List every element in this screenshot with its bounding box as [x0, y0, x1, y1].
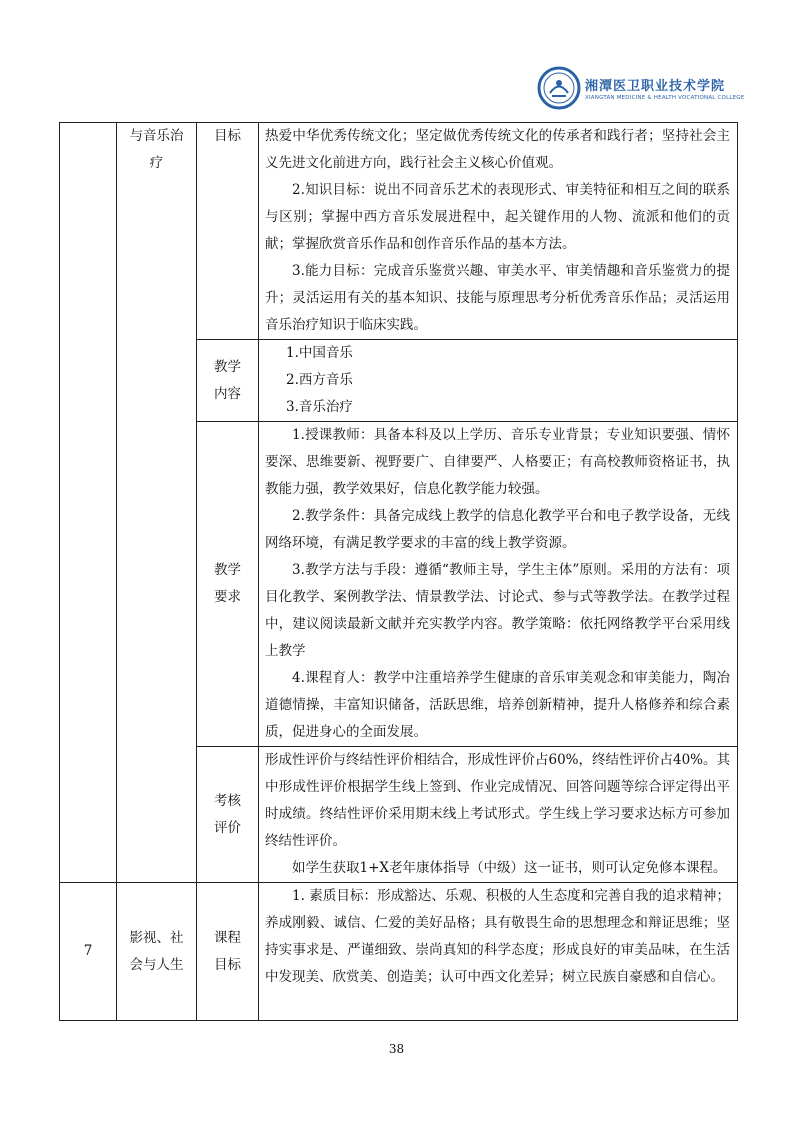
requirement-paragraph-1: 1.授课教师：具备本科及以上学历、音乐专业背景；专业知识要强、情怀要深、思维要新、视野要广、自律要严、人格要正；有高校教师资格证书，执教能力强，教学效果好，信息化教学能力较强。 — [265, 427, 730, 497]
content-label: 教学内容 — [214, 358, 241, 402]
college-logo — [537, 66, 745, 112]
goal-label: 目标 — [214, 128, 241, 144]
film-goal-paragraph: 1. 素质目标：形成豁达、乐观、积极的人生态度和完善自我的追求精神；养成刚毅、诚信、仁爱的美好品格；具有敬畏生命的思想理念和辩证思维；坚持实事求是、严谨细致、崇尚真知的科学态度；形成良好的审美品味，在生活中发现美、欣赏美、创造美；认可中西文化差异；树立民族自豪感和自信心。 — [265, 888, 730, 985]
number-cell-empty — [60, 123, 117, 883]
logo-name: 湘潭医卫职业技术学院 — [585, 79, 726, 94]
label-cell — [197, 747, 259, 883]
label-cell — [197, 422, 259, 747]
goal-line-2: 2.知识目标：说出不同音乐艺术的表现形式、审美特征和相互之间的联系与区别；掌握中西方音乐发展进程中，起关键作用的人物、流派和他们的贡献；掌握欣赏音乐作品和创作音乐作品的基本方法。 — [265, 182, 730, 252]
course-name-cell — [117, 123, 197, 883]
evaluation-label: 考核评价 — [214, 792, 241, 836]
goal-label: 课程目标 — [214, 929, 241, 973]
row-number: 7 — [83, 943, 93, 959]
table-row — [60, 123, 738, 340]
evaluation-paragraph-2: 如学生获取1+X老年康体指导（中级）这一证书，则可认定免修本课程。 — [292, 860, 727, 876]
requirement-paragraph-2: 2.教学条件：具备完成线上教学的信息化教学平台和电子教学设备，无线网络环境，有满足教学要求的丰富的线上教学资源。 — [265, 508, 730, 551]
content-item-3: 3.音乐治疗 — [286, 399, 353, 415]
requirement-cell — [259, 422, 738, 747]
label-cell — [197, 340, 259, 422]
content-cell — [259, 340, 738, 422]
goal-cell — [259, 123, 738, 340]
course-name: 影视、社会与人生 — [129, 929, 184, 973]
course-name: 与音乐治疗 — [129, 128, 184, 171]
content-item-1: 1.中国音乐 — [286, 345, 353, 361]
college-emblem-icon — [537, 66, 581, 110]
requirement-label: 教学要求 — [214, 562, 241, 605]
requirement-paragraph-3: 3.教学方法与手段：遵循“教师主导，学生主体”原则。采用的方法有：项目化教学、案例教学法、情景教学法、讨论式、参与式等教学法。在教学过程中，建议阅读最新文献并充实教学内容。教学策略：依托网络教学平台采用线上教学 — [265, 562, 730, 659]
evaluation-cell — [259, 747, 738, 883]
content-item-2: 2.西方音乐 — [286, 372, 353, 388]
table-row — [60, 883, 738, 1021]
requirement-paragraph-4: 4.课程育人：教学中注重培养学生健康的音乐审美观念和审美能力，陶冶道德情操，丰富知识储备，活跃思维，培养创新精神，提升人格修养和综合素质，促进身心的全面发展。 — [265, 670, 730, 740]
label-cell — [197, 883, 259, 1021]
logo-english: XIANGTAN MEDICINE & HEALTH VOCATIONAL COLLEGE — [585, 95, 745, 101]
goal-cell — [259, 883, 738, 1021]
number-cell — [60, 883, 117, 1021]
evaluation-paragraph-1: 形成性评价与终结性评价相结合，形成性评价占60%，终结性评价占40%。其中形成性评价根据学生线上签到、作业完成情况、回答问题等综合评定得出平时成绩。终结性评价采用期末线上考试形式。学生线上学习要求达标方可参加终结性评价。 — [265, 752, 731, 849]
goal-line-1: 热爱中华优秀传统文化；坚定做优秀传统文化的传承者和践行者；坚持社会主义先进文化前进方向，践行社会主义核心价值观。 — [265, 128, 730, 171]
course-table — [59, 122, 738, 1021]
course-name-cell — [117, 883, 197, 1021]
goal-line-3: 3.能力目标：完成音乐鉴赏兴趣、审美水平、审美情趣和音乐鉴赏力的提升；灵活运用有关的基本知识、技能与原理思考分析优秀音乐作品；灵活运用音乐治疗知识于临床实践。 — [265, 263, 730, 333]
page-number: 38 — [388, 1042, 405, 1056]
label-cell — [197, 123, 259, 340]
